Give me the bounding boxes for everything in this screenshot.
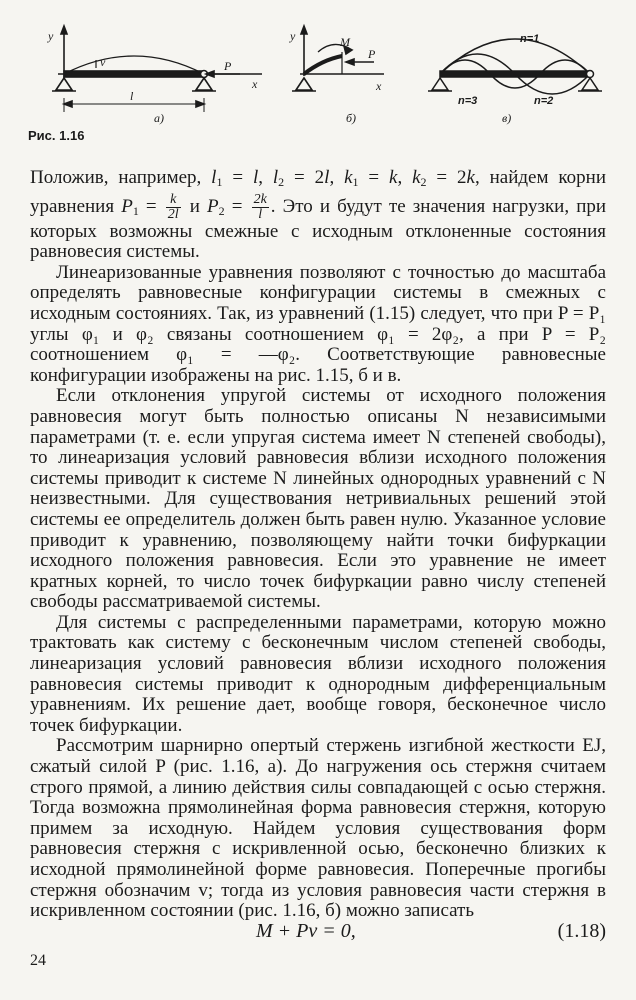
figure-drawing <box>0 0 636 150</box>
p1-k2: k <box>412 167 421 188</box>
panel-a-panel-label: а) <box>154 111 164 125</box>
panel-a-deflection-label: v <box>100 55 106 69</box>
p1-l1-val: l <box>252 167 259 188</box>
panel-b-y-arrow <box>301 26 307 34</box>
p1-l2-sub: 2 <box>278 175 285 189</box>
panel-b-support <box>296 78 312 90</box>
equation-1-18 <box>30 920 606 944</box>
panel-a-left-support <box>56 78 72 90</box>
p1-eq4: = 2 <box>426 167 467 188</box>
p1-l1: l <box>211 167 217 188</box>
p1-frac-2 <box>252 193 269 222</box>
p1-l2: l <box>272 167 279 188</box>
body-text <box>30 168 606 922</box>
p1-frac-1 <box>166 193 181 222</box>
panel-c-mode3-label: n=3 <box>458 95 478 107</box>
panel-a-beam <box>64 71 204 77</box>
p1-k1: k <box>344 167 353 188</box>
paragraph-4: Для системы с распределенными параметрами, которую можно трактовать как систему с бесконечным числом степеней свободы, линеаризация условий равновесия вблизи исходного положения равновесия системы приводит к однородным дифференциальным уравнениям. Их решение дает, вообще говоря, бесконечное число точек бифуркации. <box>30 611 606 736</box>
p1-k2-sub: 2 <box>420 175 427 189</box>
panel-a-force-label: P <box>224 59 232 73</box>
panel-c-drawing <box>428 39 602 94</box>
p1-and: и <box>189 195 200 217</box>
panel-a-x-label: x <box>252 77 258 91</box>
paragraph-2: Линеаризованные уравнения позволяют с точностью до масштаба определять равновесные конфигурации системы в смежных с исходным состояниях. Так, из уравнений (1.15) следует, что при P = P₁ углы φ₁ и φ₂ связаны соотношением φ₁ = 2φ₂, а при P = P₂ соотношением φ₁ = —φ₂. Соответствующие равновесные конфигурации изображены на рис. 1.15, б и в. <box>30 261 606 386</box>
page-number: 24 <box>30 952 46 969</box>
p1-eq3: = <box>358 167 390 188</box>
p1-frac1-den: 2l <box>167 206 179 222</box>
equation-number: (1.18) <box>557 920 606 942</box>
paragraph-3: Если отклонения упругой системы от исходного положения равновесия могут быть полностью описаны N независимыми параметрами (т. е. если упругая система имеет N степеней свободы), то линеаризация условий равновесия вблизи исходного положения системы приводит к системе N линейных однородных уравнений с N неизвестными. Для существования нетривиальных решений этой системы ее определитель должен быть равен нулю. Указанное условие приводит к уравнению, позволяющему найти точки бифуркации исходного положения равновесия. Если это уравнение не имеет кратных корней, то число точек бифуркации равно числу степеней свободы рассматриваемой системы. <box>30 385 606 613</box>
paragraph-5: Рассмотрим шарнирно опертый стержень изгибной жесткости EJ, сжатый силой P (рис. 1.16, а). До нагружения ось стержня считаем строго прямой, а линию действия силы совпадающей с осью стержня. Тогда возможна прямолинейная форма равновесия стержня, которую примем за исходную. Найдем условия существования форм равновесия стержня с искривленной осью, бесконечно близких к исходной прямолинейной форме равновесия. Поперечные прогибы стержня обозначим v; тогда из условия равновесия части стержня в искривленном состоянии (рис. 1.16, б) можно записать <box>30 735 606 922</box>
panel-c-panel-label: в) <box>502 111 512 125</box>
panel-c-right-hinge <box>587 71 594 78</box>
figure-1-16 <box>0 0 636 150</box>
p1-roots: , найдем корни уравнения <box>30 167 606 217</box>
p1-frac2-den: l <box>258 206 263 222</box>
p1-k1-sub: 1 <box>352 175 359 189</box>
equation-expression: M + Pv = 0, <box>256 920 356 942</box>
panel-a-right-support <box>196 78 212 90</box>
panel-c-left-support <box>432 78 448 90</box>
p1-intro: Положив, например, <box>30 167 202 188</box>
panel-b-bar-segment <box>304 56 342 74</box>
p1-conclusion: . Это и будут те значения нагрузки, при которых возможны смежные с исходным отклоненные состояния равновесия системы. <box>30 195 607 263</box>
panel-c-mode2-label: n=2 <box>534 95 554 107</box>
panel-c-mode1-label: n=1 <box>520 33 540 45</box>
panel-b-force-label: P <box>368 47 376 61</box>
p1-l2-val: l <box>324 167 330 188</box>
panel-b-x-label: x <box>376 79 382 93</box>
figure-caption: Рис. 1.16 <box>28 128 85 143</box>
p1-frac2-num: 2k <box>253 191 267 207</box>
panel-a-length-label: l <box>130 89 134 103</box>
p1-P1: P <box>121 195 133 217</box>
panel-b-y-label: y <box>290 29 296 43</box>
p1-frac1-num: k <box>166 193 181 208</box>
p1-eq2: = 2 <box>284 167 325 188</box>
p1-P2: P <box>207 195 219 217</box>
panel-b-force-arrow <box>346 59 354 65</box>
p1-k1-val: k <box>389 167 398 188</box>
panel-b-moment-label: M <box>340 35 350 49</box>
panel-b-panel-label: б) <box>346 111 357 125</box>
panel-a-y-label: y <box>48 29 54 43</box>
panel-a-dim-arrow-left <box>64 101 72 107</box>
p1-l1-sub: 1 <box>216 175 223 189</box>
p1-P1-sub: 1 <box>132 203 139 218</box>
panel-a-dim-arrow-right <box>196 101 204 107</box>
p1-eq1: = <box>222 167 253 188</box>
p1-k2-val: k <box>466 167 475 188</box>
p1-P2-sub: 2 <box>218 203 225 218</box>
paragraph-1: Положив, например, $l_1 = l$, $l_2 = 2l$, $k_1 = k$, $k_2 = 2k$, найдем корни уравнения $P_1$ = $\frac{k}{2l}$ и $P_2$ = $\frac{2k}{l}$ . Это и будут те значения нагрузки, при которых возможны смежные с исходным отклоненные состояния равновесия системы. <box>30 167 607 263</box>
panel-a-y-arrow <box>61 26 67 34</box>
